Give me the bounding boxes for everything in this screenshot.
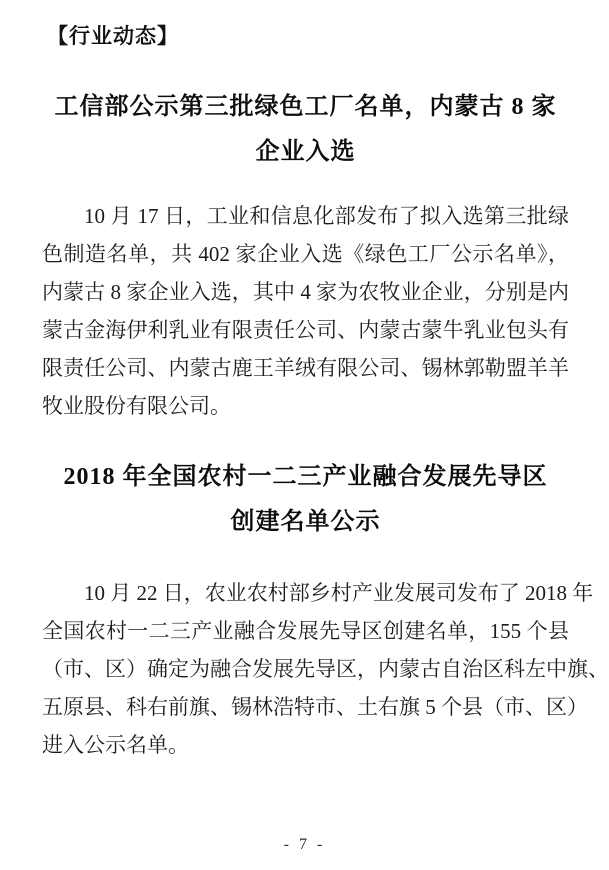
article2-body-line3: （市、区）确定为融合发展先导区，内蒙古自治区科左中旗、 xyxy=(42,657,609,681)
section-header: 【行业动态】 xyxy=(47,25,179,48)
article2-body-line2: 全国农村一二三产业融合发展先导区创建名单，155 个县 xyxy=(42,619,569,643)
article2-title xyxy=(42,455,569,545)
article1-body-line2: 色制造名单，共 402 家企业入选《绿色工厂公示名单》， xyxy=(42,242,569,266)
article2-body xyxy=(42,574,609,764)
article1-body-line1: 10 月 17 日，工业和信息化部发布了拟入选第三批绿 xyxy=(84,204,569,228)
article2-body-line5: 进入公示名单。 xyxy=(42,733,189,757)
article2-body-line1: 10 月 22 日，农业农村部乡村产业发展司发布了 2018 年 xyxy=(84,581,594,605)
article1-title xyxy=(42,85,569,175)
page-number: - 7 - xyxy=(283,836,326,853)
article1-title-line2: 企业入选 xyxy=(255,139,356,165)
article1-body-line5: 限责任公司、内蒙古鹿王羊绒有限公司、锡林郭勒盟羊羊 xyxy=(42,356,569,380)
article2-title-line1: 2018 年全国农村一二三产业融合发展先导区 xyxy=(63,464,548,490)
article2-title-line2: 创建名单公示 xyxy=(230,509,381,535)
article1-body-line3: 内蒙古 8 家企业入选，其中 4 家为农牧业企业，分别是内 xyxy=(42,280,569,304)
article1-title-line1: 工信部公示第三批绿色工厂名单，内蒙古 8 家 xyxy=(54,94,557,120)
article1-body-line6: 牧业股份有限公司。 xyxy=(42,394,231,418)
article1-body-line4: 蒙古金海伊利乳业有限责任公司、内蒙古蒙牛乳业包头有 xyxy=(42,318,569,342)
article2-body-line4: 五原县、科右前旗、锡林浩特市、土右旗 5 个县（市、区） xyxy=(42,695,588,719)
article1-body xyxy=(42,197,569,425)
